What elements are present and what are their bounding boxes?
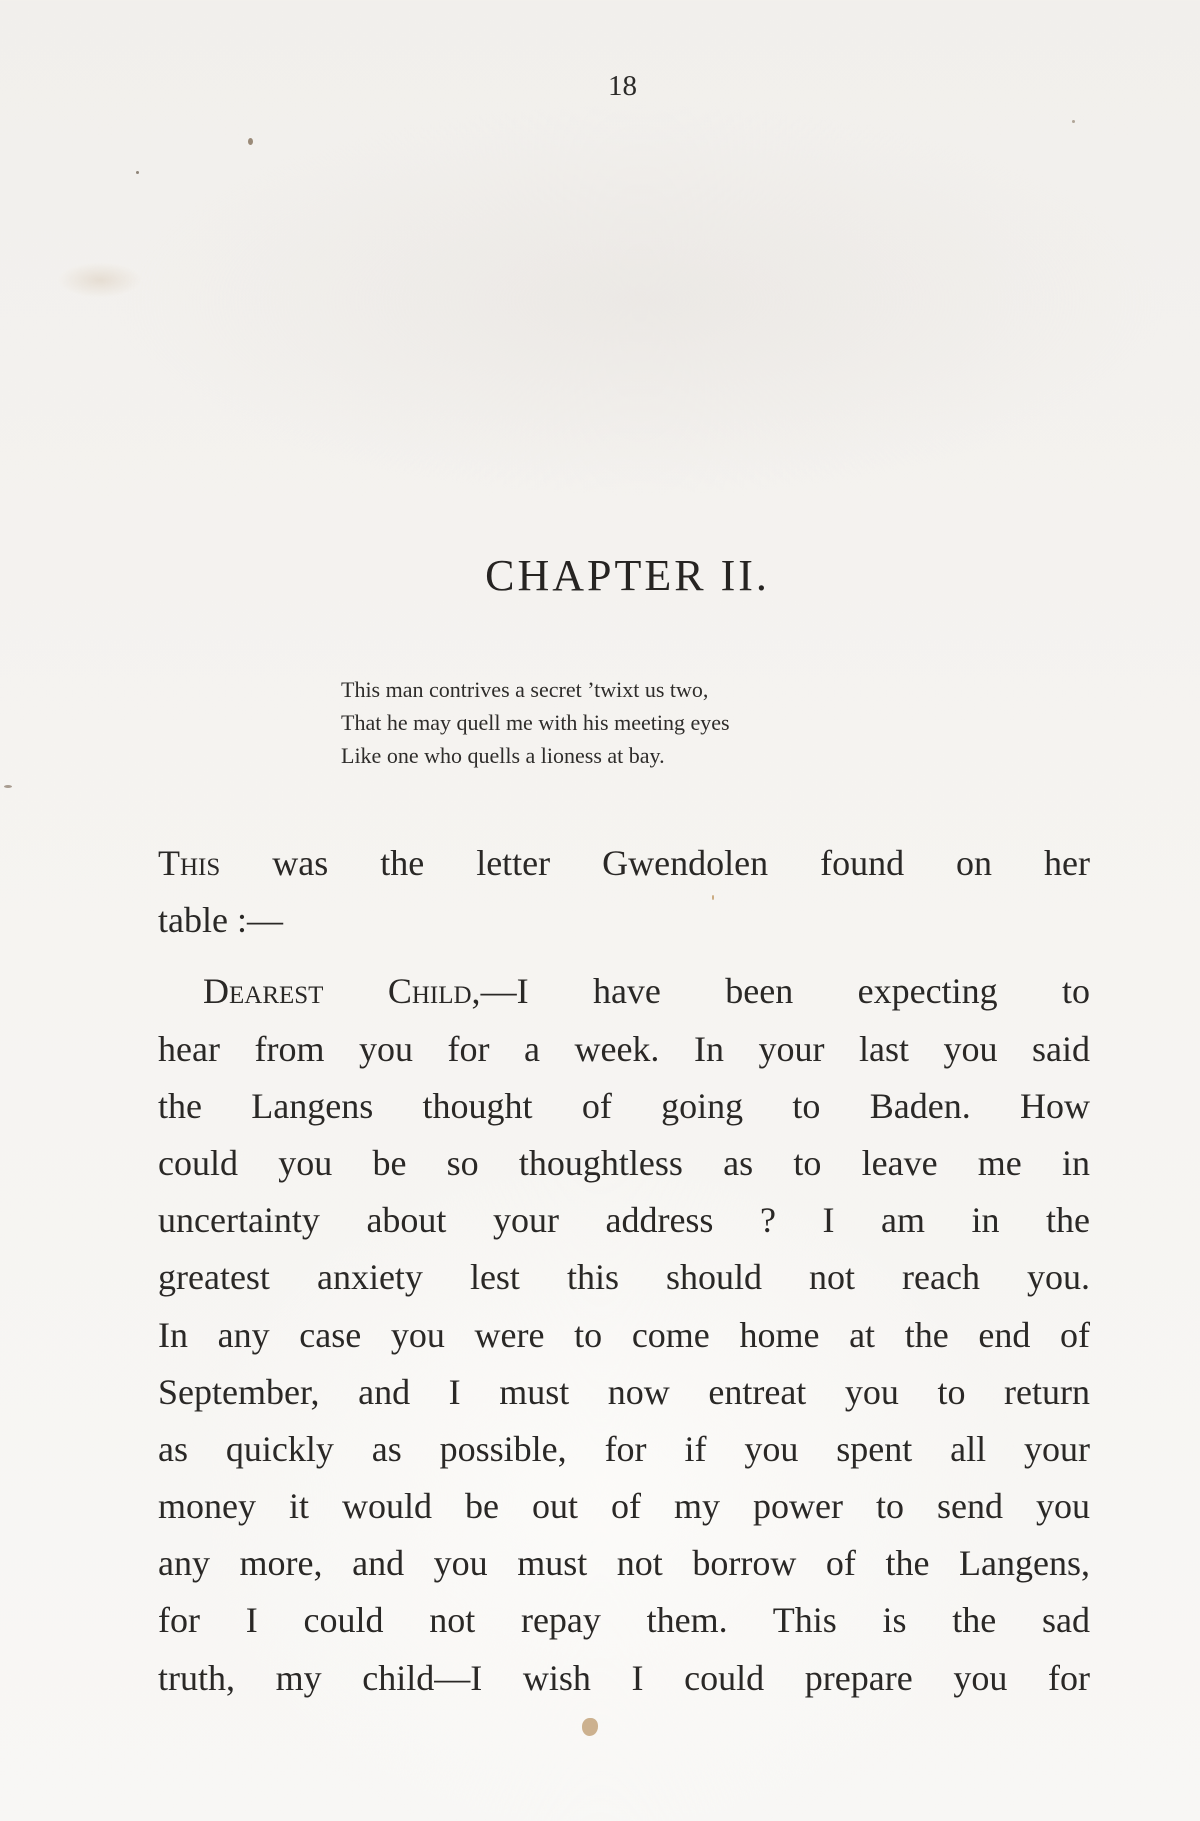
paper-speck (248, 138, 253, 145)
body-text (158, 835, 1090, 1707)
letter-line: the Langens thought of going to Baden. How (158, 1085, 1090, 1126)
page-number: 18 (608, 70, 637, 102)
letter-line: hear from you for a week. In your last you said (158, 1028, 1090, 1069)
letter-line: money it would be out of my power to send you (158, 1486, 1090, 1527)
letter-line: uncertainty about your address ? I am in the (158, 1200, 1090, 1241)
letter-line: greatest anxiety lest this should not reach you. (158, 1257, 1090, 1298)
chapter-title: CHAPTER II. (485, 551, 770, 600)
letter-line: could you be so thoughtless as to leave me in (158, 1142, 1090, 1183)
paragraph-gap (158, 949, 1090, 963)
letter-line: any more, and you must not borrow of the Langens, (158, 1543, 1090, 1584)
paper-speck (1072, 120, 1075, 123)
epigraph (341, 673, 941, 772)
epigraph-line: This man contrives a secret ’twixt us two, (341, 677, 709, 702)
epigraph-line: Like one who quells a lioness at bay. (341, 743, 665, 768)
paper-stain (582, 1718, 598, 1736)
intro-line-rest: was the letter Gwendolen found on her (220, 843, 1090, 883)
letter-salutation-line (158, 963, 1090, 1020)
letter-line-rest: —I have been expecting to (480, 971, 1090, 1012)
letter-line: for I could not repay them. This is the sad (158, 1600, 1090, 1641)
letter-line: In any case you were to come home at the end of (158, 1314, 1090, 1355)
intro-line: table :— (158, 900, 283, 941)
letter-line: September, and I must now entreat you to return (158, 1371, 1090, 1412)
epigraph-line: That he may quell me with his meeting eyes (341, 710, 730, 735)
letter-line: as quickly as possible, for if you spent all your (158, 1428, 1090, 1469)
paper-speck (712, 895, 714, 900)
paper-speck (4, 785, 12, 788)
intro-line (158, 835, 1090, 892)
letter-line: truth, my child—I wish I could prepare you for (158, 1657, 1090, 1698)
letter-salutation: Dearest Child, (203, 971, 481, 1012)
intro-lead-word: This (158, 843, 221, 883)
paper-speck (136, 171, 139, 174)
